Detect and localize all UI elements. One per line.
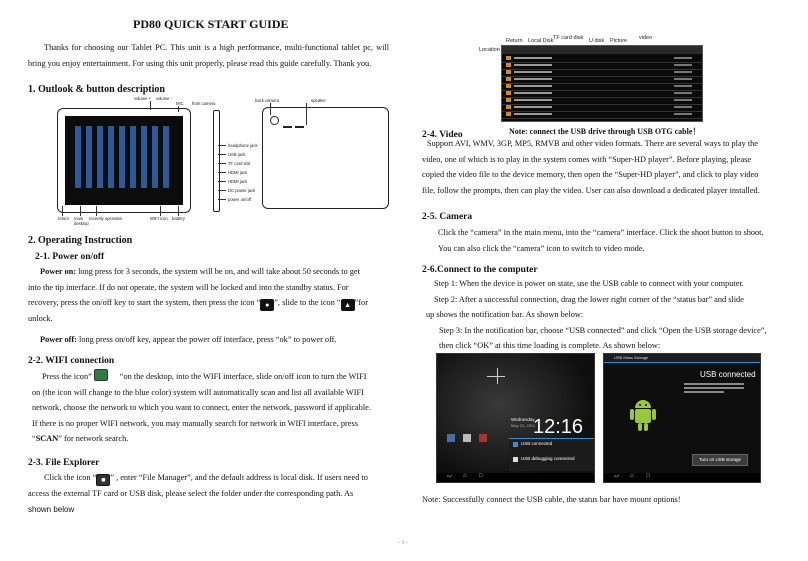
recent-apps-icon[interactable]: □ [646,473,650,479]
connect-heading: 2-6.Connect to the computer [422,265,538,275]
label-back-camera: back camera [255,98,279,103]
tablet-home-screen [65,116,183,205]
section-outlook-heading: 1. Outlook & button description [28,84,165,95]
debug-icon [513,457,518,462]
label-return: return [58,216,69,221]
label-hdmi-jack-2: HDMI jack [228,179,248,184]
video-paragraph: Support AVI, WMV, 3GP, MP5, RMVB and other video formats. There are several ways to play the video, one of which is to play in the system comes with “Super-HD player”. Before playing, please copied the video file to the device memory, then open the “Super-HD player”, and click to play video file, follow the prompts, then can play the video. User can also download a dedicated player installed. [422,139,760,195]
power-on-label: Power on: [40,267,77,276]
file-explorer-heading: 2-3. File Explorer [28,458,100,468]
label-volume-minus: volume - [156,96,173,101]
unlock-icon: ▲ [341,299,355,311]
connect-note: Note: Successfully connect the USB cable, the status bar have mount options! [422,495,681,504]
file-manager-icon: ■ [96,474,110,486]
label-speaker: speaker [311,98,326,103]
home-icon[interactable]: ⌂ [463,473,467,479]
recent-apps-icon[interactable]: □ [479,473,483,479]
camera-heading: 2-5. Camera [422,212,473,222]
tablet-front [57,108,191,213]
label-hdmi-jack-1: HDMI jack [228,170,248,175]
usb-storage-screenshot [603,353,761,483]
lock-icon: ● [260,299,274,311]
back-icon[interactable]: ↩ [447,474,453,480]
file-list [501,45,703,122]
page-title: PD80 QUICK START GUIDE [133,17,289,31]
tab-picture: Picture [610,38,628,44]
home-icon[interactable]: ⌂ [630,473,634,479]
video-heading: 2-4. Video [422,130,463,140]
label-main-desktop: main desktop [74,216,89,226]
clock-date: May 23, 2012 [511,423,536,428]
tablet-side-profile [213,110,220,212]
clock-time: 12:16 [533,416,584,438]
label-front-camera: front camera [192,101,216,106]
tablet-back [262,107,389,209]
tab-return: Return [506,38,523,44]
usb-connected-title: USB connected [700,370,756,379]
label-power-on-off: power on/off [228,197,251,202]
tab-video: video [639,35,653,41]
speaker-icon [283,126,292,128]
label-mic: MIC [176,101,184,106]
system-bar [437,473,594,482]
android-robot-icon [630,394,656,434]
system-bar [604,473,760,482]
tab-u-disk: U disk [589,38,605,44]
turn-on-usb-storage-button[interactable]: Turn on USB storage [692,454,748,466]
label-dc-power-jack: DC power jack [228,188,256,193]
power-off-label: Power off: [40,334,77,344]
back-icon[interactable]: ↩ [614,474,620,480]
notification-usb-connected[interactable]: USB connected [521,441,553,446]
label-wifi-icon: WIFI icon [150,216,168,221]
label-volume-plus: volume + [134,96,152,101]
connect-paragraph: Step 1: When the device is power on state, use the USB cable to connect with your computer. Step 2: After a successful connection, drag the lower right corner of the “status bar” and slide up shows the notification bar. As shown below: Step 3: In the notification bar, choose “USB connected” and click “Open the USB storage device”, then click “OK” at this time loading is complete. As shown below: [426,279,767,351]
file-explorer-paragraph: Click the icon “ ■ ” , enter “File Manager”, and the default address is local disk. If users need to access the external TF card or USB disk, please select the folder under the corresponding path. As shown below [28,473,368,514]
wifi-heading: 2-2. WIFI connection [28,356,115,366]
label-tf-card-slot: TF card slot [228,161,251,166]
video-note: Note: connect the USB drive through USB OTG cable！ [509,127,701,136]
list-item[interactable] [502,111,702,119]
intro-paragraph: Thanks for choosing our Tablet PC. This unit is a high performance, multi-functional tablet pc, will bring you enjoy entertainment. For using this unit properly, please read this guide carefully. Thank you. [28,43,389,68]
label-recently-operation: recently operation [89,216,123,221]
label-battery: battery [172,216,185,221]
file-manager-screenshot [479,37,779,120]
page-number: - 1 - [398,540,408,546]
power-heading: 2-1. Power on/off [35,252,105,262]
notification-panel [509,438,594,471]
back-camera-icon [270,116,279,125]
tab-local-disk: Local Disk [528,38,554,44]
notification-screenshot [436,353,595,483]
wifi-paragraph: Press the icon” “on the desktop, into the WIFI interface, slide on/off icon to turn the WIFI on (the icon will change to the blue color) system will automatically scan and list all available WIFI network, choose the network to which you want to connect, enter the network, password if applicable. If there is no proper WIFI network, you may manually search for network in WIFI interface, press “SCAN” for network search. [32,369,392,447]
clock-day: Wednesday [511,417,535,422]
notification-usb-debugging[interactable]: USB debugging connected [521,456,575,461]
location-label: Location [479,47,500,53]
section-operating-heading: 2. Operating Instruction [28,235,133,246]
camera-paragraph: Click the “camera” in the main menu, into the “camera” interface. Click the shoot button to shoot. You can also click the “camera” icon to switch to video mode. [438,228,764,253]
tab-tf-card-disk: TF card disk [553,35,584,41]
usb-icon [513,442,518,447]
label-usb-jack: USB jack [228,152,246,157]
label-headphone-jack: headphone jack [228,143,258,148]
usb-window-title: USB Mass Storage [614,355,649,360]
wifi-settings-icon [94,369,108,381]
power-on-paragraph: Power on: long press for 3 seconds, the system will be on, and will take about 50 seconds to get into the tip interface. If do not operate, the system will be locked and into the standby status. For recovery, press the on/off key to start the system, then press the icon “ ● ”, slide to the icon “ ▲ ”for unlock. Power off: long press on/off key, appear the power off interface, press “ok” to power off. [28,267,368,344]
